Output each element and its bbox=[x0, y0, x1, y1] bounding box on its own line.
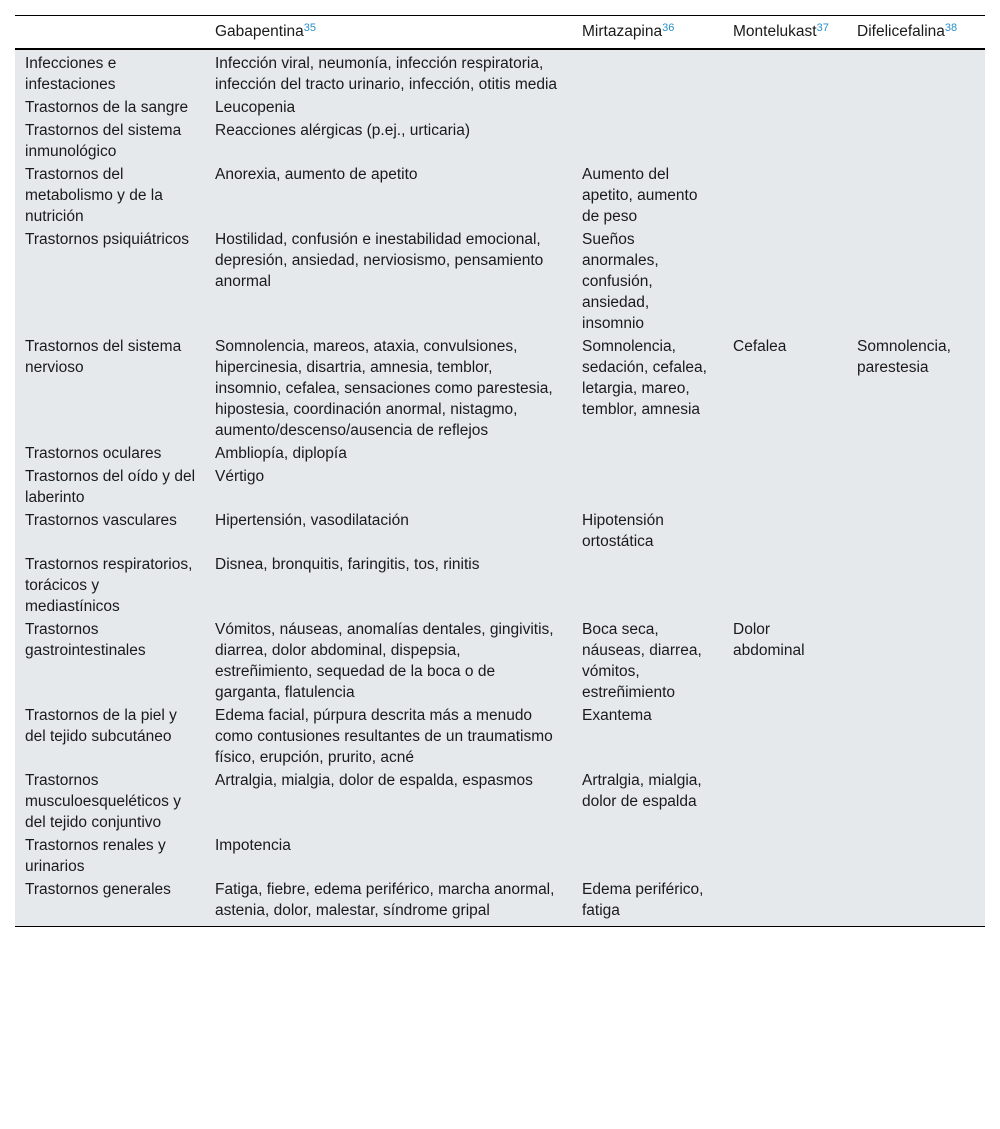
category-cell: Trastornos generales bbox=[25, 881, 171, 898]
gabapentina-cell: Vómitos, náuseas, anomalías dentales, gingivitis, diarrea, dolor abdominal, dispepsia, estreñimiento, sequedad de la boca o de garganta, flatulencia bbox=[215, 621, 554, 701]
difelicefalina-cell bbox=[847, 834, 985, 878]
reference-link[interactable]: 35 bbox=[303, 22, 317, 34]
montelukast-cell bbox=[723, 509, 847, 553]
gabapentina-cell: Leucopenia bbox=[215, 99, 296, 116]
difelicefalina-cell bbox=[847, 704, 985, 769]
header-cell-mirtazapina bbox=[572, 16, 723, 50]
header-cell-gabapentina bbox=[205, 16, 572, 50]
difelicefalina-cell bbox=[847, 442, 985, 465]
mirtazapina-cell: Sueños anormales, confusión, ansiedad, insomnio bbox=[582, 231, 659, 332]
montelukast-cell bbox=[723, 49, 847, 96]
mirtazapina-cell bbox=[572, 49, 723, 96]
category-cell: Trastornos del sistema inmunológico bbox=[25, 122, 182, 160]
gabapentina-cell: Somnolencia, mareos, ataxia, convulsiones, hipercinesia, disartria, amnesia, temblor, insomnio, cefalea, sensaciones como parestesia, hipostesia, coordinación anormal, nistagmo, aumento/descenso/ausencia de reflejos bbox=[215, 338, 553, 439]
reference-link[interactable]: 38 bbox=[944, 22, 958, 34]
gabapentina-cell: Disnea, bronquitis, faringitis, tos, rinitis bbox=[215, 556, 480, 573]
mirtazapina-cell bbox=[572, 119, 723, 163]
montelukast-cell bbox=[723, 704, 847, 769]
table-row bbox=[15, 553, 985, 618]
table-row bbox=[15, 49, 985, 96]
mirtazapina-cell bbox=[572, 834, 723, 878]
category-cell: Trastornos del metabolismo y de la nutrición bbox=[25, 166, 163, 225]
montelukast-cell: Cefalea bbox=[733, 338, 787, 355]
category-cell: Trastornos del sistema nervioso bbox=[25, 338, 182, 376]
category-cell: Trastornos del oído y del laberinto bbox=[25, 468, 196, 506]
header-cell-category bbox=[15, 16, 205, 50]
gabapentina-cell: Edema facial, púrpura descrita más a menudo como contusiones resultantes de un traumatismo físico, erupción, prurito, acné bbox=[215, 707, 553, 766]
table-bottom-rule bbox=[15, 926, 985, 927]
montelukast-cell bbox=[723, 465, 847, 509]
table-body bbox=[15, 49, 985, 926]
mirtazapina-cell bbox=[572, 553, 723, 618]
gabapentina-cell: Ambliopía, diplopía bbox=[215, 445, 347, 462]
category-cell: Trastornos respiratorios, torácicos y mediastínicos bbox=[25, 556, 193, 615]
adverse-effects-table-container bbox=[15, 15, 985, 927]
category-cell: Trastornos renales y urinarios bbox=[25, 837, 166, 875]
montelukast-cell bbox=[723, 834, 847, 878]
mirtazapina-cell: Artralgia, mialgia, dolor de espalda bbox=[582, 772, 702, 810]
table-header bbox=[15, 16, 985, 50]
montelukast-cell bbox=[723, 96, 847, 119]
difelicefalina-cell bbox=[847, 465, 985, 509]
table-row bbox=[15, 163, 985, 228]
mirtazapina-cell: Aumento del apetito, aumento de peso bbox=[582, 166, 698, 225]
category-cell: Trastornos vasculares bbox=[25, 512, 177, 529]
montelukast-cell bbox=[723, 769, 847, 834]
header-row bbox=[15, 16, 985, 50]
montelukast-cell bbox=[723, 553, 847, 618]
montelukast-cell bbox=[723, 228, 847, 335]
montelukast-cell bbox=[723, 878, 847, 926]
gabapentina-cell: Reacciones alérgicas (p.ej., urticaria) bbox=[215, 122, 470, 139]
category-cell: Infecciones e infestaciones bbox=[25, 55, 117, 93]
table-row bbox=[15, 228, 985, 335]
gabapentina-cell: Anorexia, aumento de apetito bbox=[215, 166, 418, 183]
gabapentina-cell: Hipertensión, vasodilatación bbox=[215, 512, 409, 529]
table-row bbox=[15, 769, 985, 834]
header-label: Difelicefalina bbox=[857, 23, 945, 40]
table-row bbox=[15, 465, 985, 509]
difelicefalina-cell bbox=[847, 769, 985, 834]
gabapentina-cell: Hostilidad, confusión e inestabilidad emocional, depresión, ansiedad, nerviosismo, pensamiento anormal bbox=[215, 231, 544, 290]
reference-link[interactable]: 37 bbox=[816, 22, 829, 34]
header-label: Gabapentina bbox=[215, 23, 304, 40]
difelicefalina-cell bbox=[847, 553, 985, 618]
difelicefalina-cell bbox=[847, 228, 985, 335]
difelicefalina-cell bbox=[847, 119, 985, 163]
mirtazapina-cell bbox=[572, 96, 723, 119]
montelukast-cell bbox=[723, 163, 847, 228]
header-cell-montelukast bbox=[723, 16, 847, 50]
difelicefalina-cell bbox=[847, 509, 985, 553]
adverse-effects-table bbox=[15, 15, 985, 926]
table-row bbox=[15, 96, 985, 119]
mirtazapina-cell: Edema periférico, fatiga bbox=[582, 881, 704, 919]
reference-link[interactable]: 36 bbox=[662, 22, 675, 34]
table-row bbox=[15, 704, 985, 769]
difelicefalina-cell: Somnolencia, parestesia bbox=[857, 338, 951, 376]
category-cell: Trastornos oculares bbox=[25, 445, 162, 462]
gabapentina-cell: Infección viral, neumonía, infección respiratoria, infección del tracto urinario, infección, otitis media bbox=[215, 55, 558, 93]
difelicefalina-cell bbox=[847, 163, 985, 228]
table-row bbox=[15, 509, 985, 553]
difelicefalina-cell bbox=[847, 618, 985, 704]
mirtazapina-cell: Hipotensión ortostática bbox=[582, 512, 664, 550]
mirtazapina-cell bbox=[572, 465, 723, 509]
table-row bbox=[15, 618, 985, 704]
mirtazapina-cell bbox=[572, 442, 723, 465]
header-label: Montelukast bbox=[733, 23, 817, 40]
category-cell: Trastornos de la sangre bbox=[25, 99, 189, 116]
table-row bbox=[15, 442, 985, 465]
difelicefalina-cell bbox=[847, 878, 985, 926]
table-row bbox=[15, 878, 985, 926]
montelukast-cell bbox=[723, 119, 847, 163]
mirtazapina-cell: Exantema bbox=[582, 707, 652, 724]
category-cell: Trastornos musculoesqueléticos y del tejido conjuntivo bbox=[25, 772, 181, 831]
table-row bbox=[15, 834, 985, 878]
gabapentina-cell: Impotencia bbox=[215, 837, 291, 854]
gabapentina-cell: Fatiga, fiebre, edema periférico, marcha anormal, astenia, dolor, malestar, síndrome gripal bbox=[215, 881, 555, 919]
difelicefalina-cell bbox=[847, 96, 985, 119]
category-cell: Trastornos psiquiátricos bbox=[25, 231, 189, 248]
montelukast-cell bbox=[723, 442, 847, 465]
mirtazapina-cell: Somnolencia, sedación, cefalea, letargia, mareo, temblor, amnesia bbox=[582, 338, 707, 418]
header-cell-difelicefalina bbox=[847, 16, 985, 50]
category-cell: Trastornos gastrointestinales bbox=[25, 621, 146, 659]
table-row bbox=[15, 335, 985, 442]
mirtazapina-cell: Boca seca, náuseas, diarrea, vómitos, estreñimiento bbox=[582, 621, 702, 701]
category-cell: Trastornos de la piel y del tejido subcutáneo bbox=[25, 707, 177, 745]
gabapentina-cell: Vértigo bbox=[215, 468, 265, 485]
header-label: Mirtazapina bbox=[582, 23, 663, 40]
table-row bbox=[15, 119, 985, 163]
gabapentina-cell: Artralgia, mialgia, dolor de espalda, espasmos bbox=[215, 772, 533, 789]
difelicefalina-cell bbox=[847, 49, 985, 96]
montelukast-cell: Dolor abdominal bbox=[733, 621, 805, 659]
